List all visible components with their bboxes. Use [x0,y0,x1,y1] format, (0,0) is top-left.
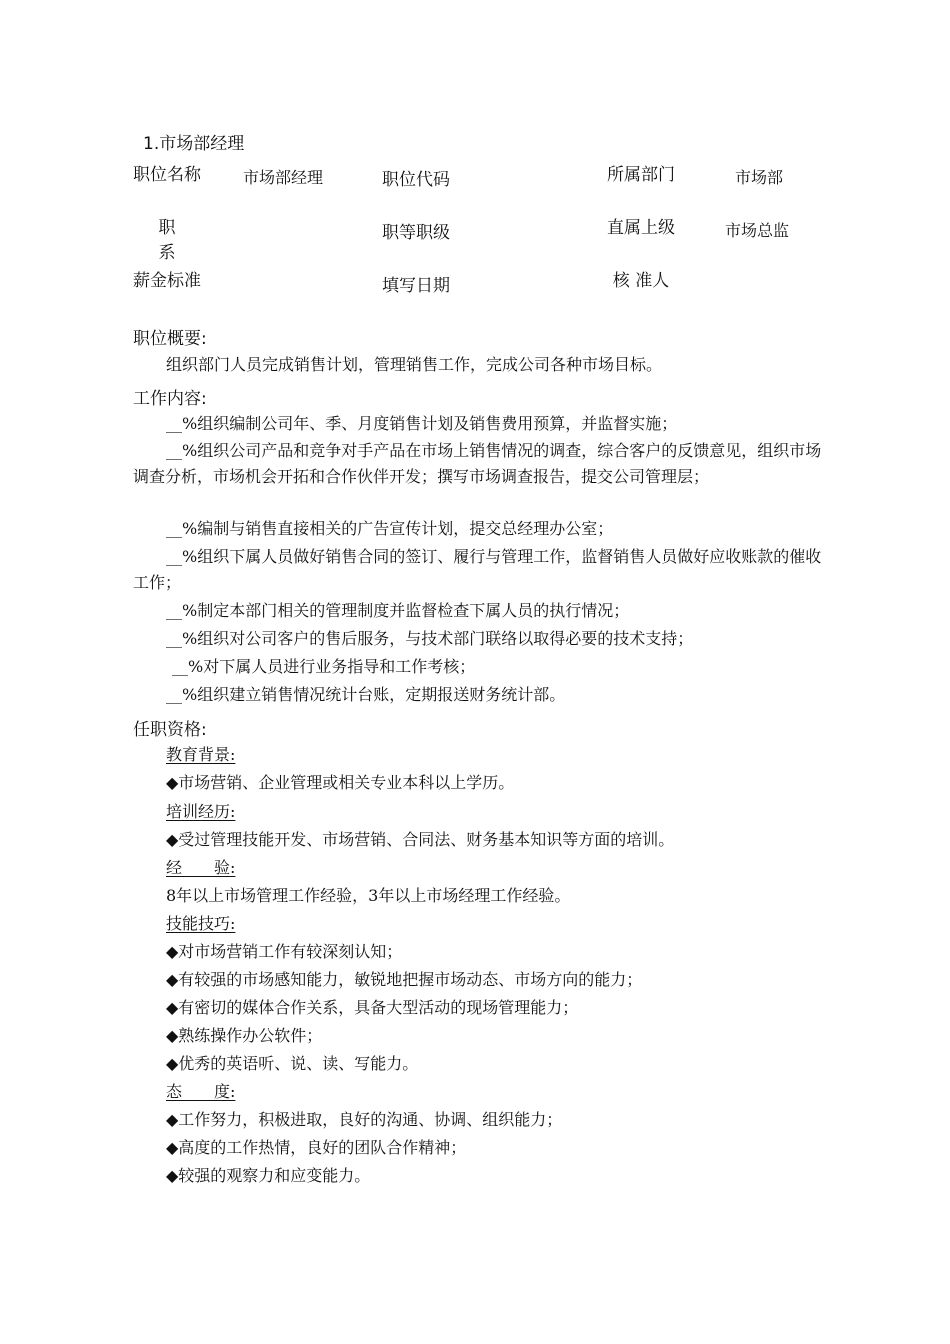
label-position-name: 职位名称 [133,165,201,185]
label-position-code: 职位代码 [382,170,450,190]
duties-heading: 工作内容: [133,389,207,409]
value-position-name: 市场部经理 [243,168,324,187]
training-item: ◆受过管理技能开发、市场营销、合同法、财务基本知识等方面的培训。 [166,830,675,849]
education-label: 教育背景: [166,745,236,764]
skills-label: 技能技巧: [166,914,236,933]
label-grade: 职等职级 [382,223,450,243]
duty-item: __%组织下属人员做好销售合同的签订、履行与管理工作，监督销售人员做好应收账款的催收工作； [133,547,822,592]
duty-item: __%编制与销售直接相关的广告宣传计划，提交总经理办公室； [166,519,614,538]
label-fill-date: 填写日期 [382,276,450,296]
experience-item: 8年以上市场管理工作经验，3年以上市场经理工作经验。 [166,886,571,905]
attitude-item: ◆较强的观察力和应变能力。 [166,1166,371,1185]
skill-item: ◆优秀的英语听、说、读、写能力。 [166,1054,419,1073]
duty-item: __%对下属人员进行业务指导和工作考核； [172,657,476,676]
label-job-family: 职 系 [158,218,176,263]
duty-item: __%组织建立销售情况统计台账，定期报送财务统计部。 [166,685,566,704]
skill-item: ◆对市场营销工作有较深刻认知； [166,942,403,961]
section-title: 1.市场部经理 [143,134,245,154]
duty-item: __%组织编制公司年、季、月度销售计划及销售费用预算，并监督实施； [166,414,678,433]
label-salary: 薪金标准 [133,271,201,291]
training-label: 培训经历: [166,802,236,821]
summary-text: 组织部门人员完成销售计划，管理销售工作，完成公司各种市场目标。 [166,355,663,374]
education-item: ◆市场营销、企业管理或相关专业本科以上学历。 [166,773,515,792]
label-department: 所属部门 [607,165,675,185]
value-supervisor: 市场总监 [725,221,790,240]
attitude-item: ◆高度的工作热情，良好的团队合作精神； [166,1138,467,1157]
attitude-item: ◆工作努力，积极进取，良好的沟通、协调、组织能力； [166,1110,563,1129]
duty-item: __%制定本部门相关的管理制度并监督检查下属人员的执行情况； [166,601,630,620]
value-department: 市场部 [735,168,784,187]
skill-item: ◆有密切的媒体合作关系，具备大型活动的现场管理能力； [166,998,579,1017]
duty-item: __%组织公司产品和竞争对手产品在市场上销售情况的调查，综合客户的反馈意见，组织市场调查分析，市场机会开拓和合作伙伴开发；撰写市场调查报告，提交公司管理层； [133,441,822,486]
experience-label: 经 验: [166,858,236,877]
skill-item: ◆有较强的市场感知能力，敏锐地把握市场动态、市场方向的能力； [166,970,643,989]
label-approver: 核 准人 [612,271,670,291]
skill-item: ◆熟练操作办公软件； [166,1026,323,1045]
attitude-label: 态 度: [166,1082,236,1101]
duty-item: __%组织对公司客户的售后服务，与技术部门联络以取得必要的技术支持； [166,629,694,648]
qualifications-heading: 任职资格: [133,720,207,740]
summary-heading: 职位概要: [133,329,207,349]
label-supervisor: 直属上级 [607,218,675,238]
